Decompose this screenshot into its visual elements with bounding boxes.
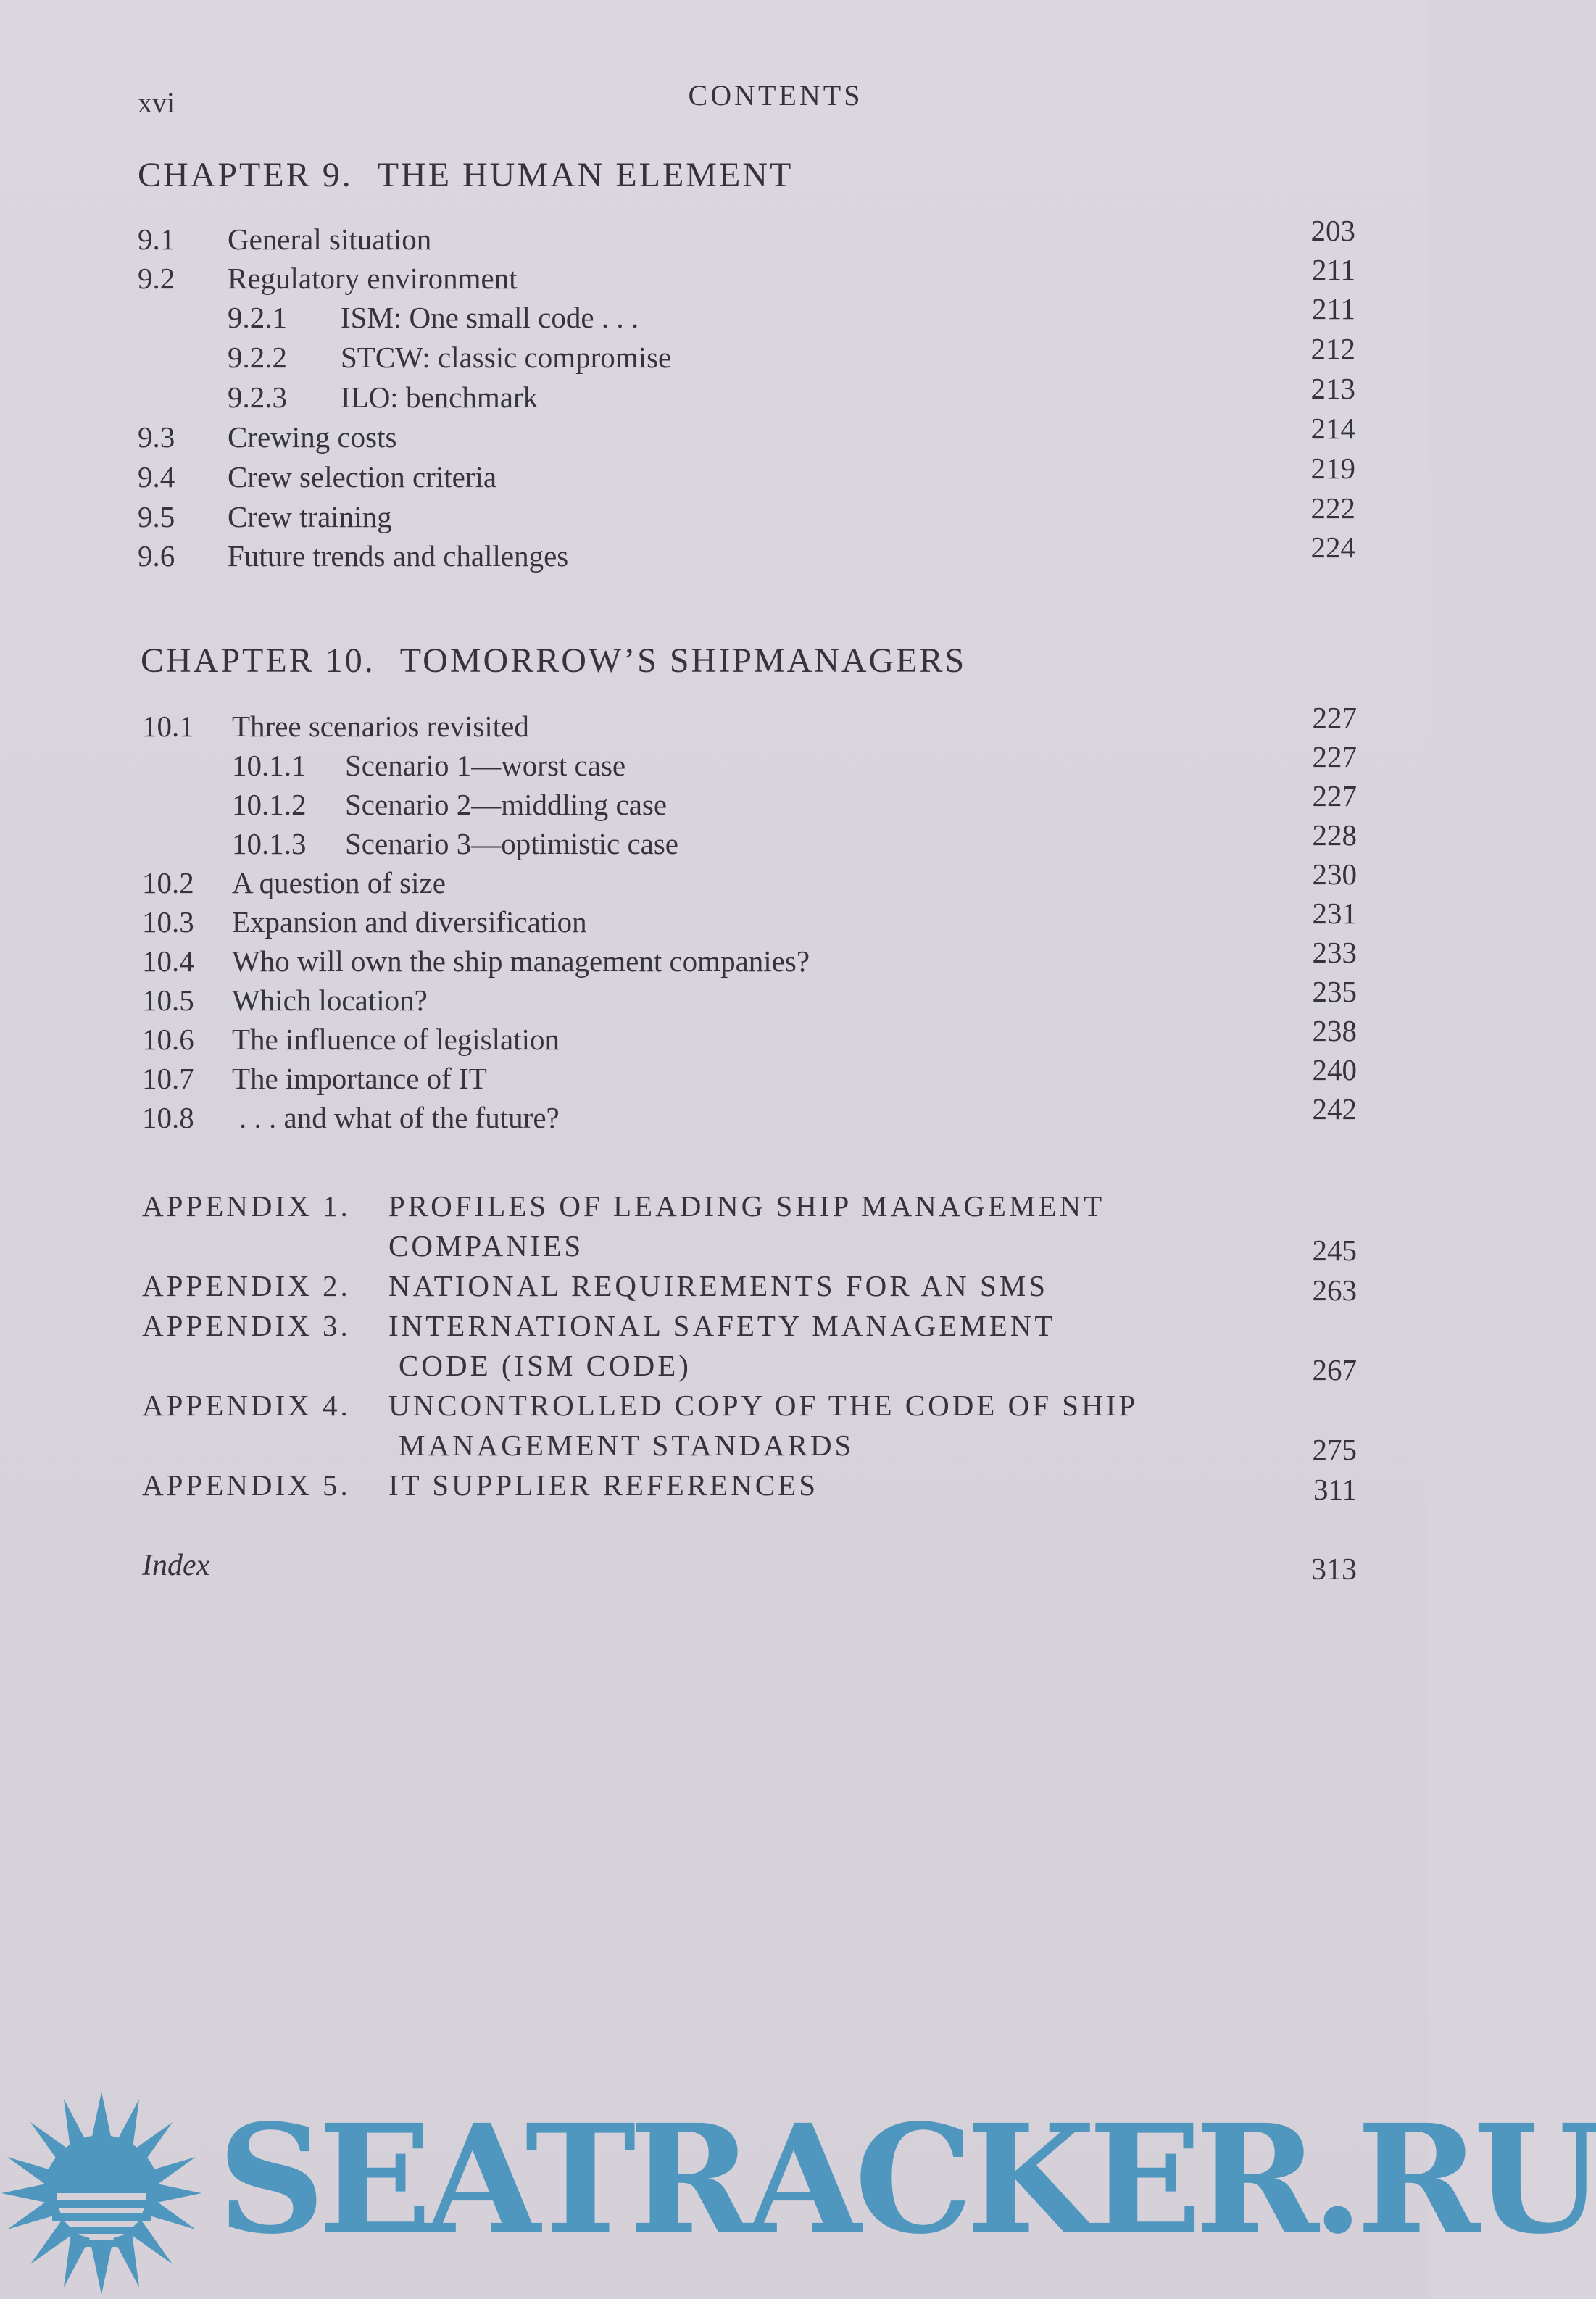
page-number: 224 xyxy=(1310,531,1355,564)
toc-entry xyxy=(142,818,1357,865)
page-number: 212 xyxy=(1310,332,1355,365)
chapter-heading xyxy=(138,155,793,195)
toc-entry xyxy=(142,740,1357,787)
section-title: Crewing costs xyxy=(228,420,397,454)
running-title: CONTENTS xyxy=(688,79,863,112)
appendix-label: APPENDIX 3. xyxy=(142,1309,351,1342)
appendix-label: APPENDIX 4. xyxy=(142,1389,351,1422)
section-title: Expansion and diversification xyxy=(232,905,587,939)
page-number: 228 xyxy=(1312,818,1357,852)
appendix-title: INTERNATIONAL SAFETY MANAGEMENT xyxy=(388,1309,1056,1342)
section-number: 10.1.3 xyxy=(232,827,307,860)
section-title: Which location? xyxy=(232,984,428,1017)
section-title: A question of size xyxy=(232,866,446,899)
section-number: 10.8 xyxy=(142,1101,194,1134)
section-title: ILO: benchmark xyxy=(341,381,539,414)
toc-entry xyxy=(142,1092,1357,1139)
appendix-title: COMPANIES xyxy=(388,1229,584,1263)
index-entry xyxy=(142,1548,1357,1587)
page-number: 227 xyxy=(1312,740,1357,773)
page-number: 245 xyxy=(1312,1234,1357,1267)
toc-entry xyxy=(138,531,1355,578)
toc-entry xyxy=(138,292,1355,339)
page-number: 313 xyxy=(1311,1553,1357,1587)
page-number: 219 xyxy=(1310,452,1355,485)
section-title: Crew selection criteria xyxy=(228,460,497,494)
appendix-label: APPENDIX 2. xyxy=(142,1269,351,1302)
appendix-entry xyxy=(142,1189,1357,1229)
section-title: The influence of legislation xyxy=(232,1023,560,1056)
section-number: 10.2 xyxy=(142,866,194,899)
section-number: 9.4 xyxy=(138,460,175,494)
page-number: 240 xyxy=(1312,1053,1357,1086)
page-number: 213 xyxy=(1310,372,1355,405)
appendix-entry xyxy=(142,1468,1357,1508)
section-title: The importance of IT xyxy=(232,1062,487,1095)
appendix-title: CODE (ISM CODE) xyxy=(399,1349,691,1382)
page-folio: xvi xyxy=(138,86,175,119)
page-number: 203 xyxy=(1310,214,1355,247)
section-number: 10.6 xyxy=(142,1023,194,1056)
section-number: 10.5 xyxy=(142,984,194,1017)
appendix-entry xyxy=(142,1308,1357,1348)
section-number: 10.1.1 xyxy=(232,749,307,782)
page-number: 267 xyxy=(1312,1353,1357,1387)
chapter-title: TOMORROW’S SHIPMANAGERS xyxy=(399,641,967,680)
appendix-label: APPENDIX 1. xyxy=(142,1189,351,1223)
appendix-entry-continued xyxy=(142,1348,1357,1388)
section-number: 10.4 xyxy=(142,944,194,978)
page-number: 222 xyxy=(1310,491,1355,525)
appendix-entry-continued xyxy=(142,1229,1357,1268)
section-title: . . . and what of the future? xyxy=(239,1101,560,1134)
toc-entry xyxy=(138,214,1355,261)
page-number: 211 xyxy=(1312,253,1355,286)
watermark xyxy=(0,2087,1596,2299)
section-title: STCW: classic compromise xyxy=(341,341,672,374)
section-title: Scenario 1—worst case xyxy=(345,749,626,782)
chapter-title: THE HUMAN ELEMENT xyxy=(377,156,794,194)
section-number: 9.5 xyxy=(138,500,175,533)
toc-entry xyxy=(138,412,1355,459)
appendix-entry-continued xyxy=(142,1428,1357,1468)
section-number: 9.3 xyxy=(138,420,175,454)
section-title: ISM: One small code . . . xyxy=(341,301,639,334)
appendix-list xyxy=(142,1189,1357,1508)
section-title: Scenario 3—optimistic case xyxy=(345,827,678,860)
page-number: 263 xyxy=(1312,1273,1357,1307)
page-number: 227 xyxy=(1312,779,1357,812)
watermark-text: SEATRACKER.RU xyxy=(217,2092,1596,2267)
toc-entry xyxy=(142,936,1357,983)
appendix-label: APPENDIX 5. xyxy=(142,1468,351,1502)
section-number: 9.2.3 xyxy=(228,381,287,414)
section-number: 10.7 xyxy=(142,1062,194,1095)
section-title: Three scenarios revisited xyxy=(232,710,529,743)
page-number: 235 xyxy=(1312,975,1357,1008)
page-number: 238 xyxy=(1312,1014,1357,1047)
section-number: 9.2.1 xyxy=(228,301,287,334)
toc-entry xyxy=(142,857,1357,905)
toc-entry xyxy=(138,253,1355,300)
toc-entry xyxy=(142,701,1357,748)
toc-entry xyxy=(142,897,1357,944)
appendix-title: NATIONAL REQUIREMENTS FOR AN SMS xyxy=(388,1269,1049,1302)
page-number: 233 xyxy=(1312,936,1357,969)
toc-entry xyxy=(142,975,1357,1022)
page-number: 311 xyxy=(1313,1473,1357,1506)
page-number: 214 xyxy=(1310,412,1355,445)
appendix-title: PROFILES OF LEADING SHIP MANAGEMENT xyxy=(388,1189,1105,1223)
index-label: Index xyxy=(142,1549,210,1582)
page-number: 275 xyxy=(1312,1433,1357,1466)
appendix-entry xyxy=(142,1388,1357,1428)
toc-entry xyxy=(142,779,1357,826)
chapter-number: CHAPTER 9. xyxy=(138,156,353,194)
page-number: 230 xyxy=(1312,857,1357,891)
page-number: 231 xyxy=(1312,897,1357,930)
section-title: Future trends and challenges xyxy=(228,539,569,573)
section-title: Scenario 2—middling case xyxy=(345,788,668,821)
appendix-entry xyxy=(142,1268,1357,1308)
section-number: 10.1.2 xyxy=(232,788,307,821)
running-head xyxy=(138,78,1355,122)
page-number: 227 xyxy=(1312,701,1357,734)
toc-entry xyxy=(138,491,1355,539)
chapter-heading xyxy=(141,641,966,681)
section-number: 9.6 xyxy=(138,539,175,573)
page-number: 211 xyxy=(1312,292,1355,325)
toc-entry xyxy=(138,452,1355,499)
appendix-title: UNCONTROLLED COPY OF THE CODE OF SHIP xyxy=(388,1389,1139,1422)
section-title: Crew training xyxy=(228,500,392,533)
toc-entry xyxy=(142,1053,1357,1100)
section-number: 10.1 xyxy=(142,710,194,743)
appendix-title: IT SUPPLIER REFERENCES xyxy=(388,1468,818,1502)
section-number: 9.2.2 xyxy=(228,341,287,374)
toc-entry xyxy=(138,332,1355,379)
section-title: Who will own the ship management companies? xyxy=(232,944,810,978)
appendix-title: MANAGEMENT STANDARDS xyxy=(399,1429,855,1462)
section-title: Regulatory environment xyxy=(228,262,518,295)
toc-entry xyxy=(138,372,1355,419)
sun-icon xyxy=(0,2087,217,2299)
section-number: 9.1 xyxy=(138,223,175,256)
page-number: 242 xyxy=(1312,1092,1357,1126)
section-number: 9.2 xyxy=(138,262,175,295)
section-title: General situation xyxy=(228,223,432,256)
chapter-number: CHAPTER 10. xyxy=(141,641,375,680)
toc-entry xyxy=(142,1014,1357,1061)
section-number: 10.3 xyxy=(142,905,194,939)
